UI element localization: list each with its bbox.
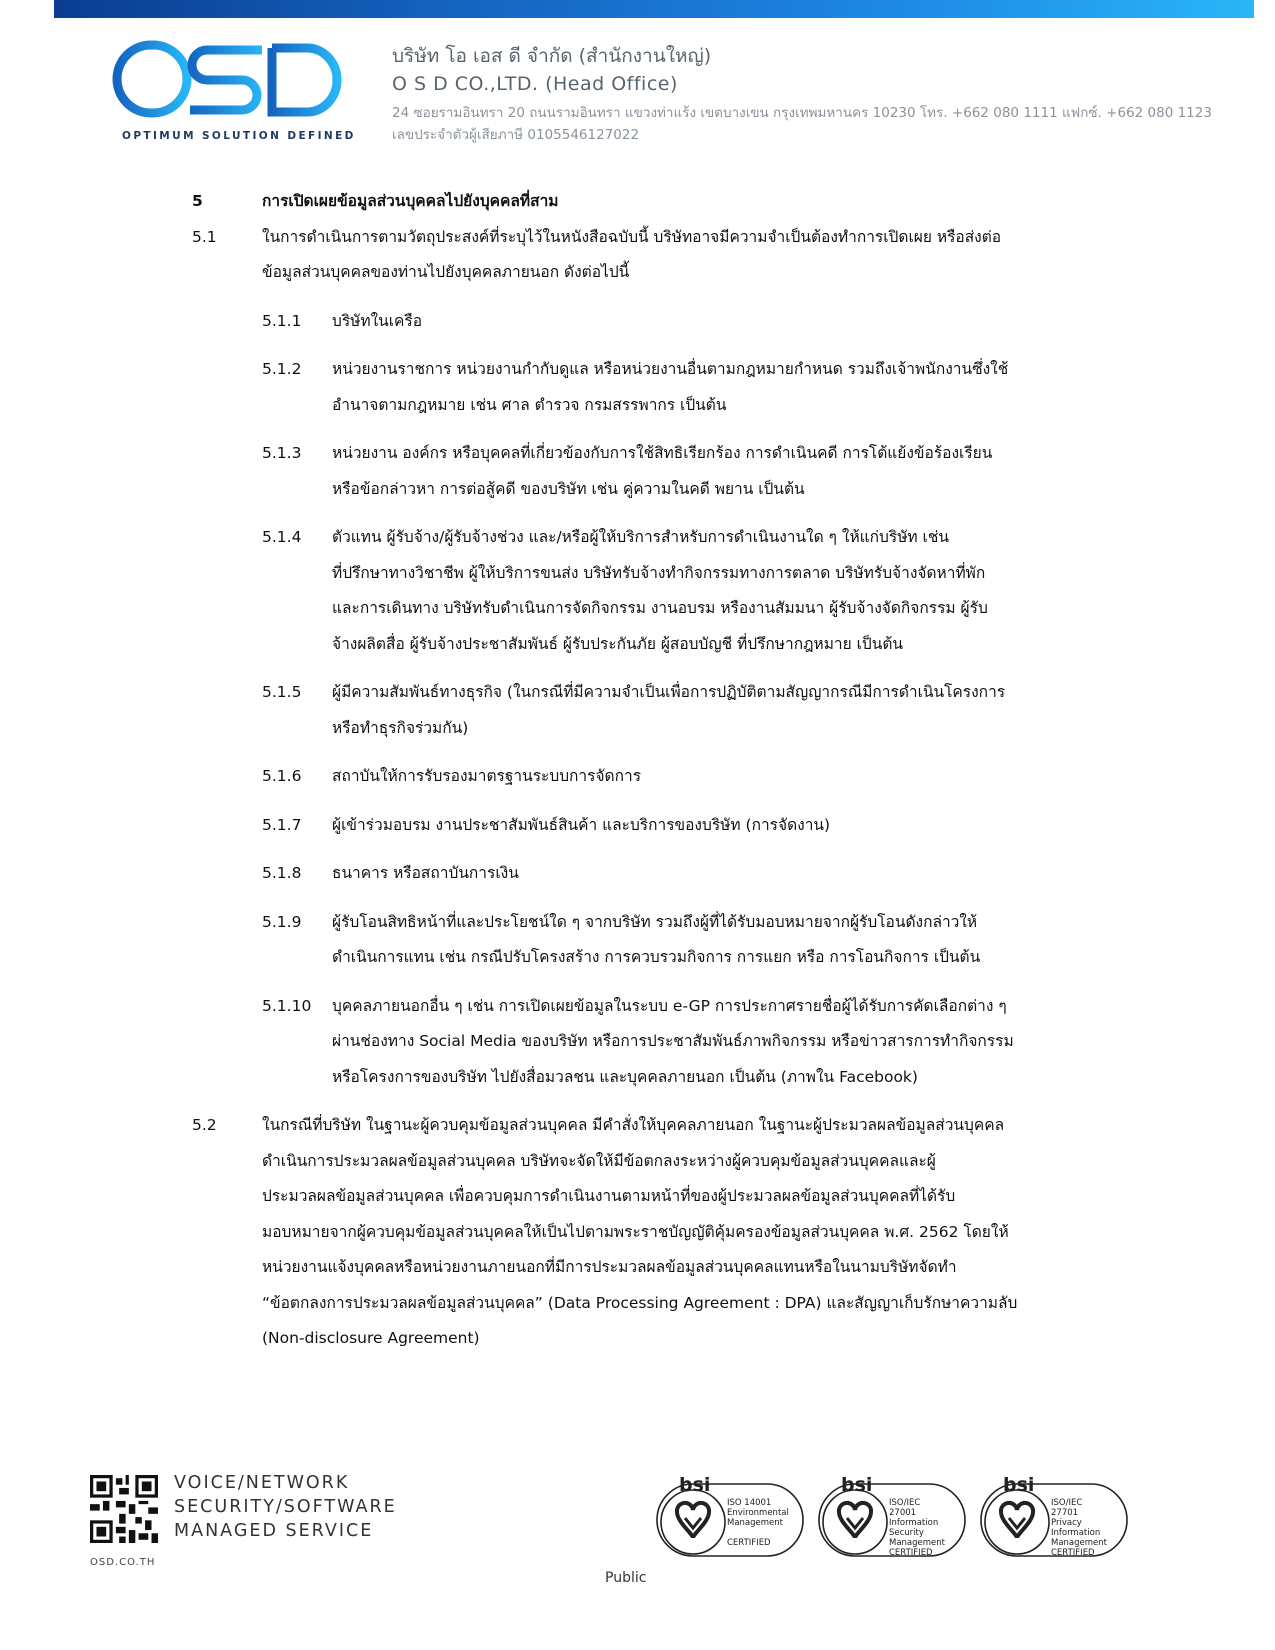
tax-id: เลขประจำตัวผู้เสียภาษี 0105546127022 bbox=[392, 127, 640, 143]
paragraph-line: ประมวลผลข้อมูลส่วนบุคคล เพื่อควบคุมการดำเนินงานตามหน้าที่ของผู้ประมวลผลข้อมูลส่วนบุคคลที่ได้รับ bbox=[262, 1187, 956, 1205]
section-heading bbox=[192, 184, 1082, 220]
service-lines bbox=[174, 1471, 397, 1543]
service-line: MANAGED SERVICE bbox=[174, 1521, 374, 1541]
sub-item-line: ผ่านช่องทาง Social Media ของบริษัท หรือการประชาสัมพันธ์ภาพกิจกรรม หรือข่าวสารการทำกิจกรรม bbox=[332, 1032, 1014, 1050]
badge-line: ISO 14001 bbox=[727, 1498, 772, 1508]
sub-item bbox=[262, 520, 1082, 662]
sub-item bbox=[262, 856, 1082, 892]
badge-line: 27001 bbox=[889, 1508, 917, 1518]
badge-line: Management bbox=[1051, 1538, 1107, 1548]
sub-item-line: หรือโครงการของบริษัท ไปยังสื่อมวลชน และบุคคลภายนอก เป็นต้น (ภาพใน Facebook) bbox=[332, 1067, 918, 1086]
sub-item bbox=[262, 759, 1082, 795]
sub-item bbox=[262, 304, 1082, 340]
badge-line: Management bbox=[889, 1538, 945, 1548]
osd-logo-mark bbox=[112, 40, 344, 120]
badge-line: ISO/IEC bbox=[889, 1498, 921, 1508]
bsi-certification-badge bbox=[655, 1474, 807, 1560]
sub-item bbox=[262, 989, 1082, 1096]
sub-item-line: ธนาคาร หรือสถาบันการเงิน bbox=[332, 864, 519, 882]
badge-line: 27701 bbox=[1051, 1508, 1079, 1518]
paragraph-line: ในการดำเนินการตามวัตถุประสงค์ที่ระบุไว้ในหนังสือฉบับนี้ บริษัทอาจมีความจำเป็นต้องทำการเปิดเผย หรือส่งต่อ bbox=[262, 227, 1002, 246]
sub-item bbox=[262, 352, 1082, 423]
sub-item bbox=[262, 808, 1082, 844]
bsi-certification-badge bbox=[979, 1474, 1131, 1560]
paragraph-5-2 bbox=[192, 1108, 1082, 1357]
sub-item-line: ผู้เข้าร่วมอบรม งานประชาสัมพันธ์สินค้า และบริการของบริษัท (การจัดงาน) bbox=[332, 815, 831, 834]
paragraph-line: มอบหมายจากผู้ควบคุมข้อมูลส่วนบุคคลให้เป็นไปตามพระราชบัญญัติคุ้มครองข้อมูลส่วนบุคคล พ.ศ. 2562 โดยให้ bbox=[262, 1222, 1009, 1241]
paragraph-line: ดำเนินการประมวลผลข้อมูลส่วนบุคคล บริษัทจะจัดให้มีข้อตกลงระหว่างผู้ควบคุมข้อมูลส่วนบุคคลและผู้ bbox=[262, 1151, 936, 1170]
sub-item-line: หน่วยงาน องค์กร หรือบุคคลที่เกี่ยวข้องกับการใช้สิทธิเรียกร้อง การดำเนินคดี การโต้แย้งข้อร้องเรียน bbox=[332, 444, 993, 462]
sub-item-line: อำนาจตามกฎหมาย เช่น ศาล ตำรวจ กรมสรรพากร เป็นต้น bbox=[332, 395, 727, 414]
sub-item-number: 5.1.8 bbox=[262, 864, 302, 882]
badge-line: Privacy bbox=[1051, 1518, 1082, 1528]
sub-item-line: บุคคลภายนอกอื่น ๆ เช่น การเปิดเผยข้อมูลในระบบ e-GP การประกาศรายชื่อผู้ได้รับการคัดเลือกต่าง ๆ bbox=[332, 996, 1007, 1015]
sub-item bbox=[262, 675, 1082, 746]
paragraph-number: 5.1 bbox=[192, 227, 217, 246]
badge-line: Environmental bbox=[727, 1508, 789, 1518]
sub-item-number: 5.1.9 bbox=[262, 912, 302, 931]
sub-item-line: ดำเนินการแทน เช่น กรณีปรับโครงสร้าง การควบรวมกิจการ การแยก หรือ การโอนกิจการ เป็นต้น bbox=[332, 948, 981, 966]
sub-item-number: 5.1.2 bbox=[262, 360, 302, 378]
sub-item-line: หน่วยงานราชการ หน่วยงานกำกับดูแล หรือหน่วยงานอื่นตามกฎหมายกำหนด รวมถึงเจ้าพนักงานซึ่งใช้ bbox=[332, 360, 1009, 378]
section-number: 5 bbox=[192, 192, 203, 210]
company-info bbox=[392, 42, 1212, 146]
sub-item-line: และการเดินทาง บริษัทรับดำเนินการจัดกิจกรรม งานอบรม หรืองานสัมมนา ผู้รับจ้างจัดกิจกรรม ผู้รับ bbox=[332, 599, 988, 617]
sub-item-line: หรือข้อกล่าวหา การต่อสู้คดี ของบริษัท เช่น คู่ความในคดี พยาน เป็นต้น bbox=[332, 479, 805, 498]
paragraph-line: (Non-disclosure Agreement) bbox=[262, 1329, 480, 1347]
company-address: 24 ซอยรามอินทรา 20 ถนนรามอินทรา แขวงท่าแร้ง เขตบางเขน กรุงเทพมหานคร 10230 โทร. +662 080 1111 แฟกซ์. +662 080 1123 bbox=[392, 105, 1212, 121]
sub-item-number: 5.1.3 bbox=[262, 444, 302, 462]
badge-line: ISO/IEC bbox=[1051, 1498, 1083, 1508]
sub-item bbox=[262, 905, 1082, 976]
sub-item-number: 5.1.1 bbox=[262, 311, 302, 330]
top-gradient-bar bbox=[54, 0, 1254, 18]
sub-item-list bbox=[192, 304, 1082, 1096]
sub-item-line: บริษัทในเครือ bbox=[332, 311, 423, 330]
sub-item-line: ผู้มีความสัมพันธ์ทางธุรกิจ (ในกรณีที่มีความจำเป็นเพื่อการปฏิบัติตามสัญญากรณีมีการดำเนินโครงการ bbox=[332, 683, 1006, 701]
sub-item-number: 5.1.10 bbox=[262, 996, 312, 1015]
bsi-brand-text: bsi bbox=[679, 1474, 711, 1496]
sub-item-line: หรือทำธุรกิจร่วมกัน) bbox=[332, 718, 469, 737]
osd-logo bbox=[112, 40, 356, 150]
section-title: การเปิดเผยข้อมูลส่วนบุคคลไปยังบุคคลที่สาม bbox=[262, 192, 559, 210]
paragraph-number: 5.2 bbox=[192, 1116, 217, 1134]
paragraph-line: ข้อมูลส่วนบุคคลของท่านไปยังบุคคลภายนอก ดังต่อไปนี้ bbox=[262, 263, 630, 281]
sub-item-line: ผู้รับโอนสิทธิหน้าที่และประโยชน์ใด ๆ จากบริษัท รวมถึงผู้ที่ได้รับมอบหมายจากผู้รับโอนดังกล่าวให้ bbox=[332, 912, 978, 931]
badge-line: CERTIFIED bbox=[1051, 1548, 1095, 1558]
paragraph-5-1 bbox=[192, 220, 1082, 291]
bsi-brand-text: bsi bbox=[1003, 1474, 1035, 1496]
company-name-th: บริษัท โอ เอส ดี จำกัด (สำนักงานใหญ่) bbox=[392, 45, 712, 67]
certification-badges bbox=[655, 1474, 1131, 1560]
sub-item-line: จ้างผลิตสื่อ ผู้รับจ้างประชาสัมพันธ์ ผู้รับประกันภัย ผู้สอบบัญชี ที่ปรึกษากฎหมาย เป็นต้น bbox=[332, 634, 904, 653]
paragraph-line: หน่วยงานแจ้งบุคคลหรือหน่วยงานภายนอกที่มีการประมวลผลข้อมูลส่วนบุคคลแทนหรือในนามบริษัทจัดทำ bbox=[262, 1258, 957, 1276]
badge-line: Management bbox=[727, 1518, 783, 1528]
badge-line: CERTIFIED bbox=[727, 1538, 771, 1548]
company-name-en: O S D CO.,LTD. (Head Office) bbox=[392, 73, 678, 95]
sub-item-number: 5.1.7 bbox=[262, 815, 302, 834]
footer-services bbox=[90, 1473, 397, 1568]
sub-item-line: ที่ปรึกษาทางวิชาชีพ ผู้ให้บริการขนส่ง บริษัทรับจ้างทำกิจกรรมทางการตลาด บริษัทรับจ้างจัดหาที่พัก bbox=[332, 563, 986, 582]
paragraph-line: “ข้อตกลงการประมวลผลข้อมูลส่วนบุคคล” (Data Processing Agreement : DPA) และสัญญาเก็บรักษาความลับ bbox=[262, 1293, 1018, 1312]
sub-item bbox=[262, 436, 1082, 507]
bsi-brand-text: bsi bbox=[841, 1474, 873, 1496]
paragraph-line: ในกรณีที่บริษัท ในฐานะผู้ควบคุมข้อมูลส่วนบุคคล มีคำสั่งให้บุคคลภายนอก ในฐานะผู้ประมวลผลข้อมูลส่วนบุคคล bbox=[262, 1116, 1005, 1134]
document-body bbox=[192, 184, 1082, 1357]
badge-line: Information Security bbox=[889, 1518, 939, 1538]
sub-item-number: 5.1.5 bbox=[262, 683, 302, 701]
logo-tagline: OPTIMUM SOLUTION DEFINED bbox=[122, 130, 356, 142]
badge-line bbox=[727, 1528, 791, 1538]
bsi-certification-badge bbox=[817, 1474, 969, 1560]
sub-item-line: ตัวแทน ผู้รับจ้าง/ผู้รับจ้างช่วง และ/หรือผู้ให้บริการสำหรับการดำเนินงานใด ๆ ให้แก่บริษัท เช่น bbox=[332, 528, 949, 546]
service-line: VOICE/NETWORK bbox=[174, 1473, 350, 1493]
sub-item-number: 5.1.6 bbox=[262, 767, 302, 785]
classification-label: Public bbox=[605, 1570, 647, 1586]
badge-line: Information bbox=[1051, 1528, 1101, 1538]
service-line: SECURITY/SOFTWARE bbox=[174, 1497, 397, 1517]
badge-line: CERTIFIED bbox=[889, 1548, 933, 1558]
sub-item-number: 5.1.4 bbox=[262, 528, 302, 546]
sub-item-line: สถาบันให้การรับรองมาตรฐานระบบการจัดการ bbox=[332, 767, 642, 785]
qr-code-icon bbox=[90, 1475, 158, 1543]
website-label: OSD.CO.TH bbox=[90, 1557, 156, 1568]
